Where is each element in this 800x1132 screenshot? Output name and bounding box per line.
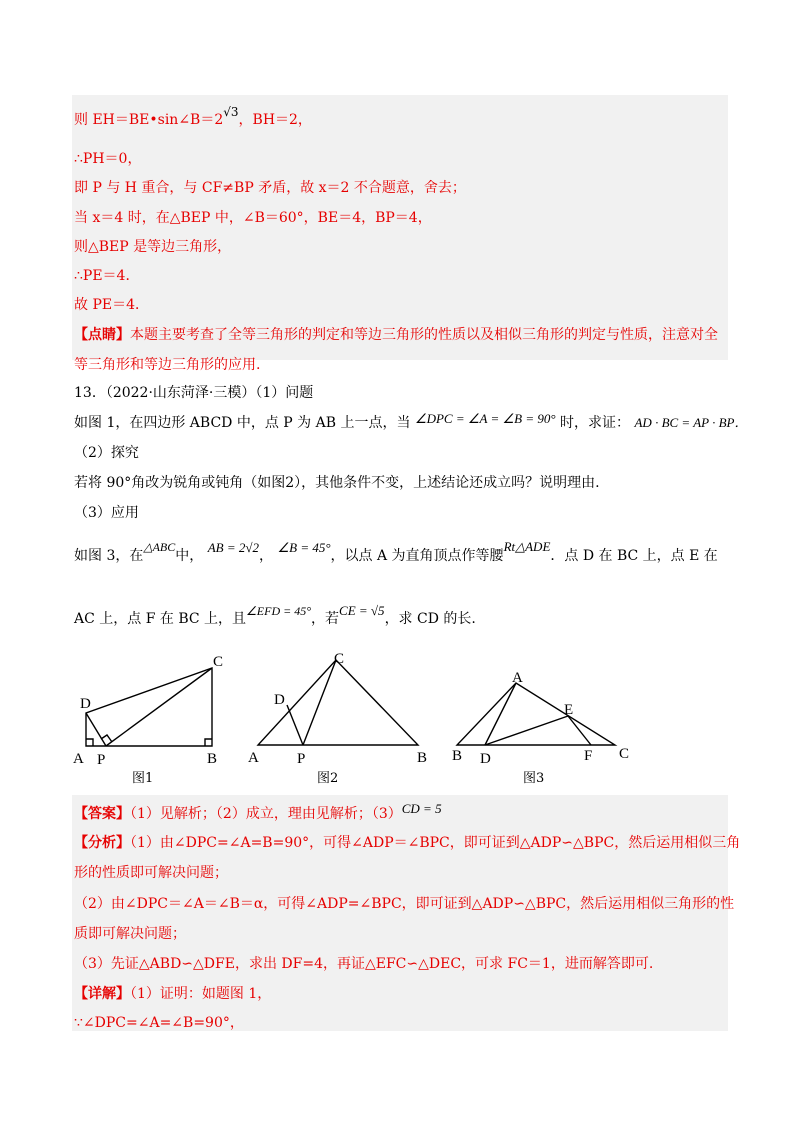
angle-efd: ∠EFD = 45° xyxy=(246,604,312,618)
fig1-label-p: P xyxy=(97,752,106,768)
fig3-caption: 图3 xyxy=(523,771,545,786)
fig1-label-d: D xyxy=(80,696,91,712)
fig3-label-f: F xyxy=(584,748,593,764)
figure-1 xyxy=(86,668,212,746)
answer-line xyxy=(74,801,442,824)
apply-line-1: 如图 3，在△ABC中， AB = 2√2， ∠B = 45°，以点 A 为直角顶点作等腰Rt△ADE．点 D 在 BC 上，点 E 在 xyxy=(74,539,718,564)
angle-b: ∠B = 45° xyxy=(277,540,331,555)
answer-value: CD = 5 xyxy=(401,801,442,816)
figures xyxy=(0,648,800,798)
fig2-label-a: A xyxy=(248,750,259,766)
fig1-segment-dp xyxy=(86,713,106,746)
apply-ef: AC 上，点 F 在 BC 上，且 xyxy=(74,611,247,627)
apply-label: （3）应用 xyxy=(74,505,139,521)
analysis-1: （1）由∠DPC=∠A=B=90°，可得∠ADP＝∠BPC，即可证到△ADP∽△BPC，然后运用相似三角 xyxy=(130,835,741,851)
fig1-right-angle-b xyxy=(205,739,212,746)
tri-abc: △ABC xyxy=(143,540,176,554)
figure-1-labels xyxy=(73,654,223,768)
fig1-segment-pc xyxy=(106,668,212,746)
fig2-segment-dp xyxy=(287,705,303,745)
problem-line-fig1 xyxy=(74,413,748,433)
detail-line xyxy=(74,984,271,1004)
fig3-label-c: C xyxy=(619,746,630,762)
detail-label: 【详解】 xyxy=(74,986,130,1002)
condition-angles: ∠DPC = ∠A = ∠B = 90° xyxy=(414,411,556,426)
solution-line-conclusion: 故 PE＝4． xyxy=(74,297,149,313)
solution-line-pe: ∴PE＝4． xyxy=(74,268,140,284)
fig2-segment-pc xyxy=(303,660,336,745)
fig3-label-b: B xyxy=(452,748,463,764)
fig3-label-e: E xyxy=(564,702,574,718)
fig1-label-b: B xyxy=(207,751,218,767)
fig1-label-c: C xyxy=(213,654,224,670)
fig2-label-c: C xyxy=(334,651,345,667)
explore-text: 若将 90°角改为锐角或钝角（如图2），其他条件不变，上述结论还成立吗？说明理由. xyxy=(74,475,600,491)
comment-line-1 xyxy=(74,325,718,345)
answer-label: 【答案】 xyxy=(74,806,130,822)
fig1-quadrilateral xyxy=(86,668,212,746)
analysis-label: 【分析】 xyxy=(74,835,130,851)
fig1-caption: 图1 xyxy=(132,771,154,786)
explore-label: （2）探究 xyxy=(74,445,139,461)
figure-3-labels xyxy=(452,670,629,767)
fig2-label-p: P xyxy=(297,751,306,767)
rt-ade: Rt△ADE xyxy=(503,539,551,554)
figure-3 xyxy=(457,683,615,745)
apply-d-on-bc: ．点 D 在 BC 上，点 E 在 xyxy=(550,548,718,564)
problem-number: 13．（2022·山东菏泽·三模）（1）问题 xyxy=(74,385,314,401)
sqrt3: √3 xyxy=(223,105,239,119)
analysis-line-2b: 质即可解决问题； xyxy=(74,926,186,942)
apply-if: ，若 xyxy=(311,611,340,627)
detail-condition: ∵∠DPC=∠A=∠B=90°， xyxy=(74,1015,244,1031)
fig2-label-b: B xyxy=(417,750,428,766)
fig1-label-a: A xyxy=(73,751,84,767)
fig2-label-d: D xyxy=(274,692,285,708)
comment-label: 【点睛】 xyxy=(74,327,130,343)
fig3-triangle-abc xyxy=(457,683,615,745)
apply-line-2 xyxy=(74,603,476,629)
apply-mid: 中， xyxy=(175,548,204,564)
ce-value: CE = √5 xyxy=(339,603,385,618)
apply-find-cd: ，求 CD 的长. xyxy=(384,611,476,627)
eh-text: 则 EH＝BE•sin∠B＝2 xyxy=(74,112,224,128)
condition-result: AD · BC = AP · BP． xyxy=(634,415,748,430)
analysis-line-3: （3）先证△ABD∽△DFE，求出 DF=4，再证△EFC∽△DEC，可求 FC＝1，进而解答即可. xyxy=(74,956,654,972)
fig1-intro: 如图 1，在四边形 ABCD 中，点 P 为 AB 上一点，当 xyxy=(74,415,411,431)
analysis-line-2: （2）由∠DPC＝∠A＝∠B＝α，可得∠ADP=∠BPC，即可证到△ADP∽△BPC，然后运用相似三角形的性 xyxy=(74,896,735,912)
fig3-label-d: D xyxy=(480,751,491,767)
solution-line-equilateral: 则△BEP 是等边三角形， xyxy=(74,239,232,255)
analysis-line-1 xyxy=(74,833,740,853)
solution-line-eh xyxy=(74,105,312,130)
analysis-line-1b: 形的性质即可解决问题； xyxy=(74,865,228,881)
solution-line-x4: 当 x＝4 时，在△BEP 中，∠B＝60°，BE＝4，BP＝4， xyxy=(74,210,432,226)
comment-text: 本题主要考查了全等三角形的判定和等边三角形的性质以及相似三角形的判定与性质，注意对全 xyxy=(130,327,718,343)
ab-value: AB = 2√2 xyxy=(207,540,260,555)
solution-line-coincide: 即 P 与 H 重合，与 CF≠BP 矛盾，故 x＝2 不合题意，舍去； xyxy=(74,180,466,196)
answer-text: （1）见解析；（2）成立，理由见解析；（3） xyxy=(130,806,402,822)
fig3-segment-ef xyxy=(568,716,591,745)
bh-text: ，BH＝2， xyxy=(238,112,312,128)
figure-2-labels xyxy=(248,651,427,767)
detail-text: （1）证明：如题图 1， xyxy=(130,986,272,1002)
fig3-label-a: A xyxy=(512,670,523,686)
fig2-caption: 图2 xyxy=(317,771,339,786)
fig1-right-angle-a xyxy=(86,739,93,746)
comment-line-2: 等三角形和等边三角形的应用. xyxy=(74,357,261,373)
fig1-mid: 时，求证： xyxy=(560,415,631,431)
apply-rt-intro: ，以点 A 为直角顶点作等腰 xyxy=(330,548,504,564)
solution-line-ph: ∴PH＝0， xyxy=(74,151,142,167)
apply-intro: 如图 3，在 xyxy=(74,548,144,564)
